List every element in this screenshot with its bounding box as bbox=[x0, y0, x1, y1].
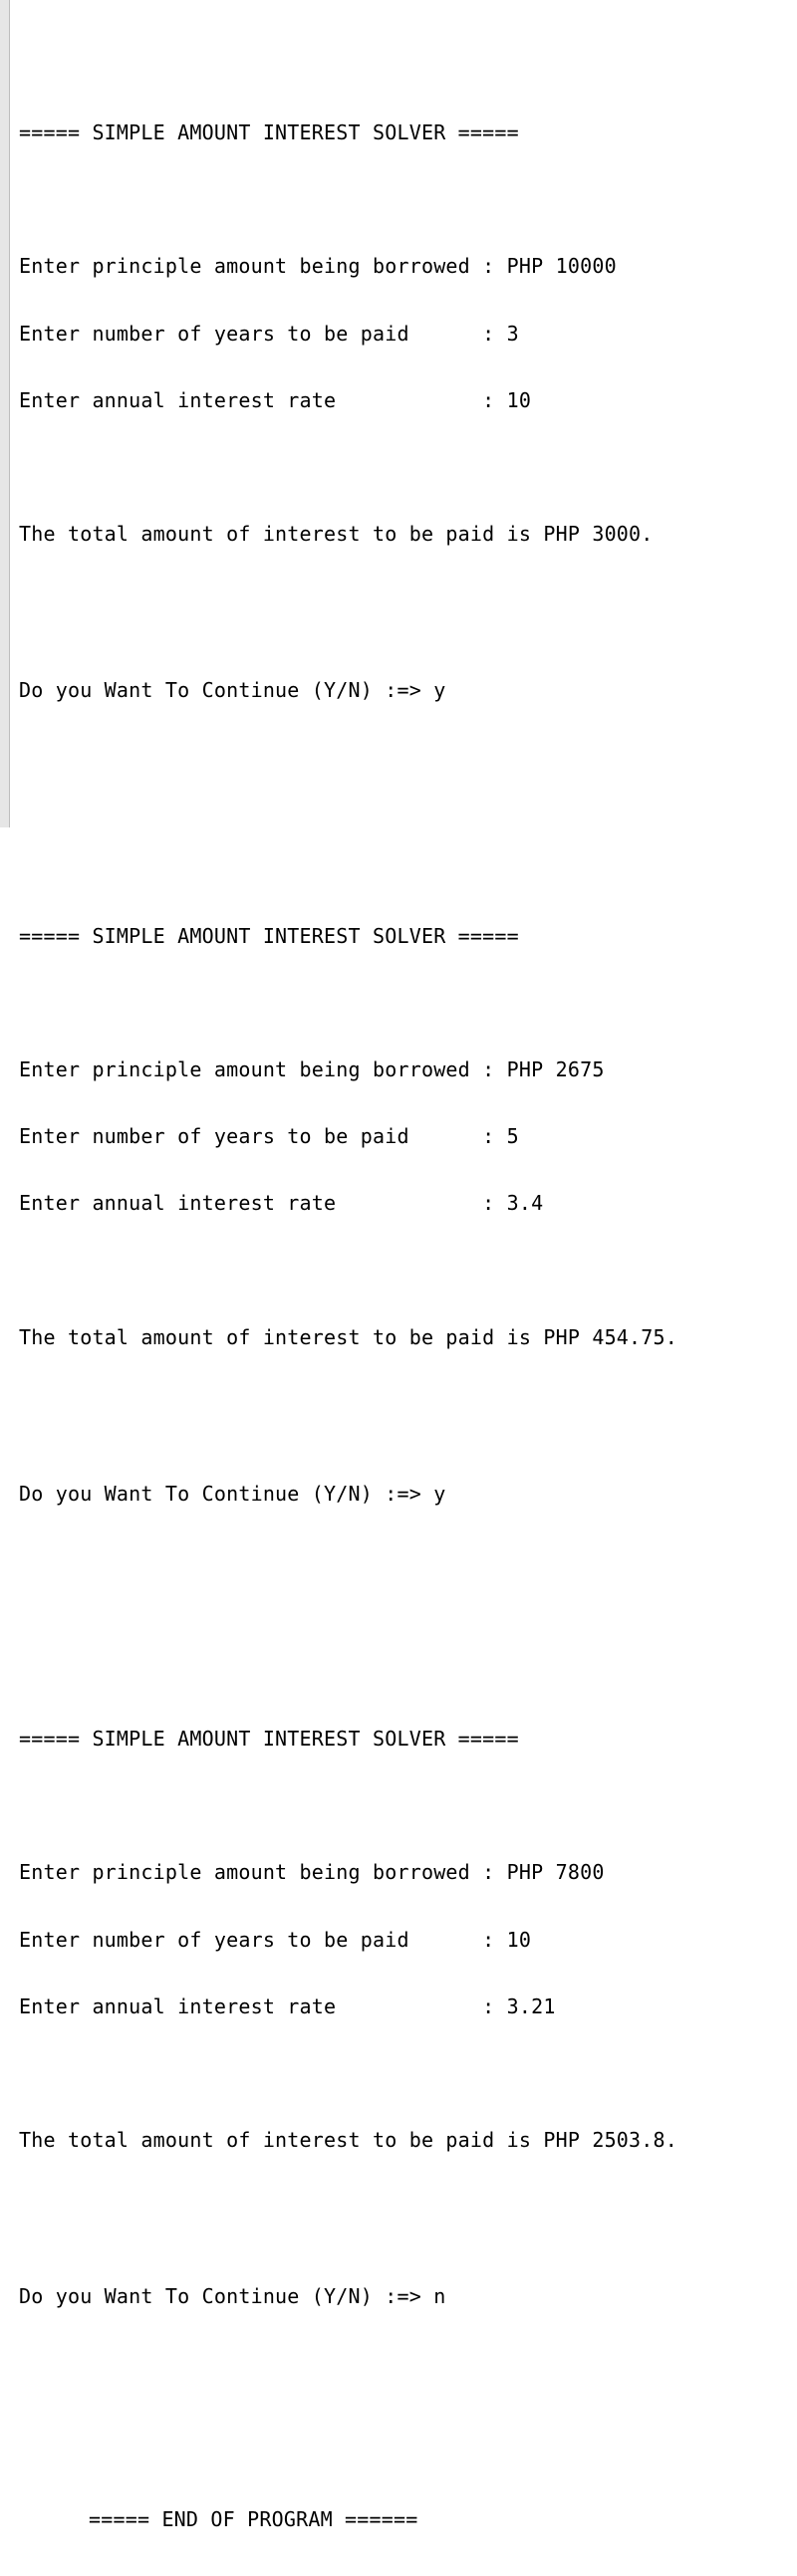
years-prompt: Enter number of years to be paid : 10 bbox=[19, 1927, 532, 1952]
interest-result: The total amount of interest to be paid is PHP 3000. bbox=[19, 522, 654, 547]
years-prompt: Enter number of years to be paid : 5 bbox=[19, 1124, 519, 1149]
solver-header: ===== SIMPLE AMOUNT INTEREST SOLVER ===== bbox=[19, 120, 519, 145]
continue-prompt: Do you Want To Continue (Y/N) :=> n bbox=[19, 2284, 446, 2308]
principal-prompt: Enter principle amount being borrowed : PHP 7800 bbox=[19, 1860, 605, 1885]
solver-header: ===== SIMPLE AMOUNT INTEREST SOLVER ===== bbox=[19, 923, 519, 948]
interest-result: The total amount of interest to be paid is PHP 2503.8. bbox=[19, 2128, 678, 2153]
solver-block-1 bbox=[19, 77, 791, 813]
solver-header: ===== SIMPLE AMOUNT INTEREST SOLVER ===== bbox=[19, 1726, 519, 1751]
years-prompt: Enter number of years to be paid : 3 bbox=[19, 321, 519, 346]
continue-prompt: Do you Want To Continue (Y/N) :=> y bbox=[19, 1481, 446, 1506]
console-output bbox=[19, 10, 791, 2575]
rate-prompt: Enter annual interest rate : 3.4 bbox=[19, 1191, 544, 1216]
solver-block-3 bbox=[19, 1683, 791, 2442]
principal-prompt: Enter principle amount being borrowed : PHP 2675 bbox=[19, 1056, 605, 1081]
end-of-program: ===== END OF PROGRAM ====== bbox=[89, 2507, 418, 2532]
interest-result: The total amount of interest to be paid is PHP 454.75. bbox=[19, 1324, 678, 1349]
rate-prompt: Enter annual interest rate : 10 bbox=[19, 387, 532, 412]
principal-prompt: Enter principle amount being borrowed : PHP 10000 bbox=[19, 254, 617, 279]
solver-block-2 bbox=[19, 880, 791, 1616]
continue-prompt: Do you Want To Continue (Y/N) :=> y bbox=[19, 678, 446, 703]
rate-prompt: Enter annual interest rate : 3.21 bbox=[19, 1993, 556, 2018]
scrollbar[interactable] bbox=[0, 0, 10, 827]
